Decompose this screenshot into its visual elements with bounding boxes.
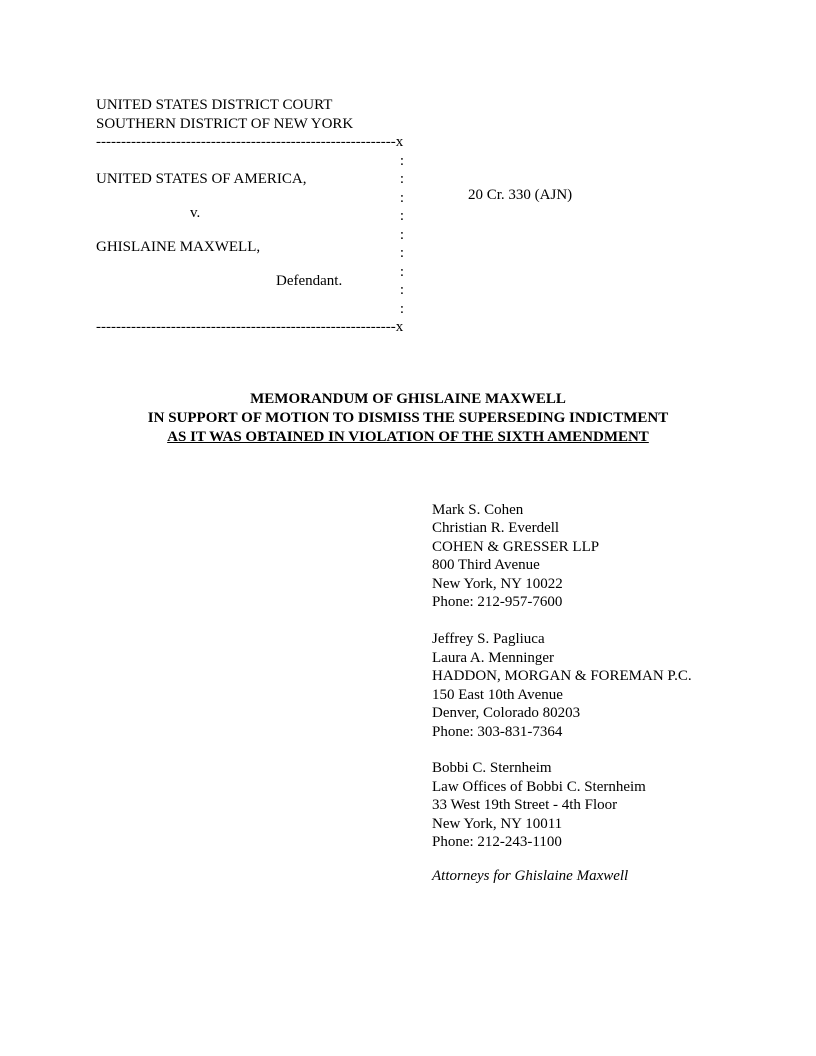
counsel-name: Jeffrey S. Pagliuca — [432, 631, 545, 647]
firm-city: Denver, Colorado 80203 — [432, 705, 581, 721]
firm-name: Law Offices of Bobbi C. Sternheim — [432, 779, 646, 795]
firm-address: 33 West 19th Street - 4th Floor — [432, 797, 618, 813]
counsel-name: Mark S. Cohen — [432, 502, 524, 518]
document-title-line-1: MEMORANDUM OF GHISLAINE MAXWELL — [250, 391, 566, 407]
firm-phone: Phone: 212-957-7600 — [432, 594, 563, 610]
caption-colon: : — [399, 171, 405, 187]
attorneys-for: Attorneys for Ghislaine Maxwell — [432, 868, 629, 884]
case-number: 20 Cr. 330 (AJN) — [468, 187, 573, 203]
counsel-name: Laura A. Menninger — [432, 650, 555, 666]
caption-colon: : — [399, 208, 405, 224]
firm-city: New York, NY 10022 — [432, 576, 563, 592]
document-title-line-3: AS IT WAS OBTAINED IN VIOLATION OF THE SIXTH AMENDMENT — [167, 429, 649, 445]
firm-city: New York, NY 10011 — [432, 816, 563, 832]
firm-name: HADDON, MORGAN & FOREMAN P.C. — [432, 668, 692, 684]
caption-colon: : — [399, 264, 405, 280]
firm-address: 800 Third Avenue — [432, 557, 540, 573]
caption-top-rule: ------------------------------------------------------------x — [96, 134, 404, 150]
firm-phone: Phone: 303-831-7364 — [432, 724, 563, 740]
firm-phone: Phone: 212-243-1100 — [432, 834, 562, 850]
caption-colon: : — [399, 190, 405, 206]
document-title-line-2: IN SUPPORT OF MOTION TO DISMISS THE SUPERSEDING INDICTMENT — [147, 410, 669, 426]
caption-colon: : — [399, 282, 405, 298]
plaintiff-name: UNITED STATES OF AMERICA, — [96, 171, 307, 187]
court-name: UNITED STATES DISTRICT COURT — [96, 97, 333, 113]
versus: v. — [190, 205, 201, 221]
counsel-name: Christian R. Everdell — [432, 520, 560, 536]
caption-colon: : — [399, 245, 405, 261]
defendant-name: GHISLAINE MAXWELL, — [96, 239, 261, 255]
counsel-name: Bobbi C. Sternheim — [432, 760, 552, 776]
court-district: SOUTHERN DISTRICT OF NEW YORK — [96, 116, 354, 132]
firm-address: 150 East 10th Avenue — [432, 687, 563, 703]
firm-name: COHEN & GRESSER LLP — [432, 539, 600, 555]
caption-colon: : — [399, 301, 405, 317]
caption-colon: : — [399, 227, 405, 243]
caption-colon: : — [399, 153, 405, 169]
defendant-label: Defendant. — [276, 273, 343, 289]
caption-bottom-rule: ------------------------------------------------------------x — [96, 319, 404, 335]
